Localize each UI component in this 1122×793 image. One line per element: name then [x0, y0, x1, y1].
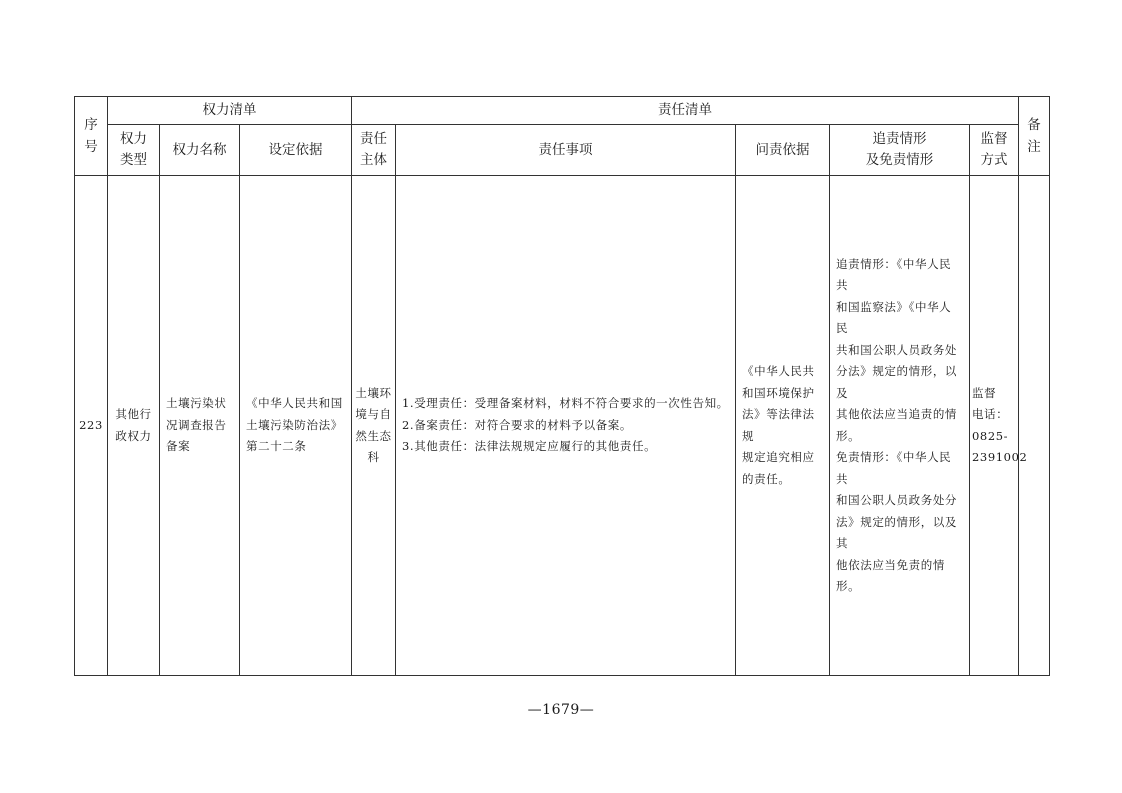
header-power-type: 权力 类型: [108, 125, 160, 176]
row-account-basis: 《中华人民共 和国环境保护 法》等法律法规 规定追究相应 的责任。: [736, 176, 830, 676]
header-seq: 序号: [75, 97, 108, 176]
row-power-type: 其他行 政权力: [108, 176, 160, 676]
header-supervision: 监督 方式: [970, 125, 1019, 176]
header-account-cases: 追责情形 及免责情形: [830, 125, 970, 176]
row-resp-subject: 土壤环 境与自 然生态 科: [352, 176, 396, 676]
row-basis: 《中华人民共和国 土壤污染防治法》 第二十二条: [240, 176, 352, 676]
header-resp-subject: 责任 主体: [352, 125, 396, 176]
header-power-list: 权力清单: [108, 97, 352, 125]
header-basis: 设定依据: [240, 125, 352, 176]
resp-item: 2.备案责任：对符合要求的材料予以备案。: [402, 417, 632, 432]
header-responsibility-list: 责任清单: [352, 97, 1019, 125]
resp-item: 3.其他责任：法律法规规定应履行的其他责任。: [402, 439, 657, 454]
row-account-cases: 追责情形：《中华人民共 和国监察法》《中华人民 共和国公职人员政务处 分法》规定的情形，以及 其他依法应当追责的情 形。 免责情形：《中华人民共 和国公职人员政务处分 法》规定的情形，以及其 他依法应当免责的情形。: [830, 176, 970, 676]
row-seq: 223: [75, 176, 108, 676]
resp-item: 1.受理责任：受理备案材料，材料不符合要求的一次性告知。: [402, 396, 729, 411]
header-account-basis: 问责依据: [736, 125, 830, 176]
row-resp-items: [396, 176, 736, 676]
row-supervision: 监督 电话： 0825- 2391002: [970, 176, 1019, 676]
row-notes: [1019, 176, 1050, 676]
header-resp-items: 责任事项: [396, 125, 736, 176]
header-notes: 备注: [1019, 97, 1050, 176]
page-number: —1679—: [527, 702, 595, 718]
row-power-name: 土壤污染状 况调查报告 备案: [160, 176, 240, 676]
header-power-name: 权力名称: [160, 125, 240, 176]
responsibility-table: [74, 96, 1050, 676]
